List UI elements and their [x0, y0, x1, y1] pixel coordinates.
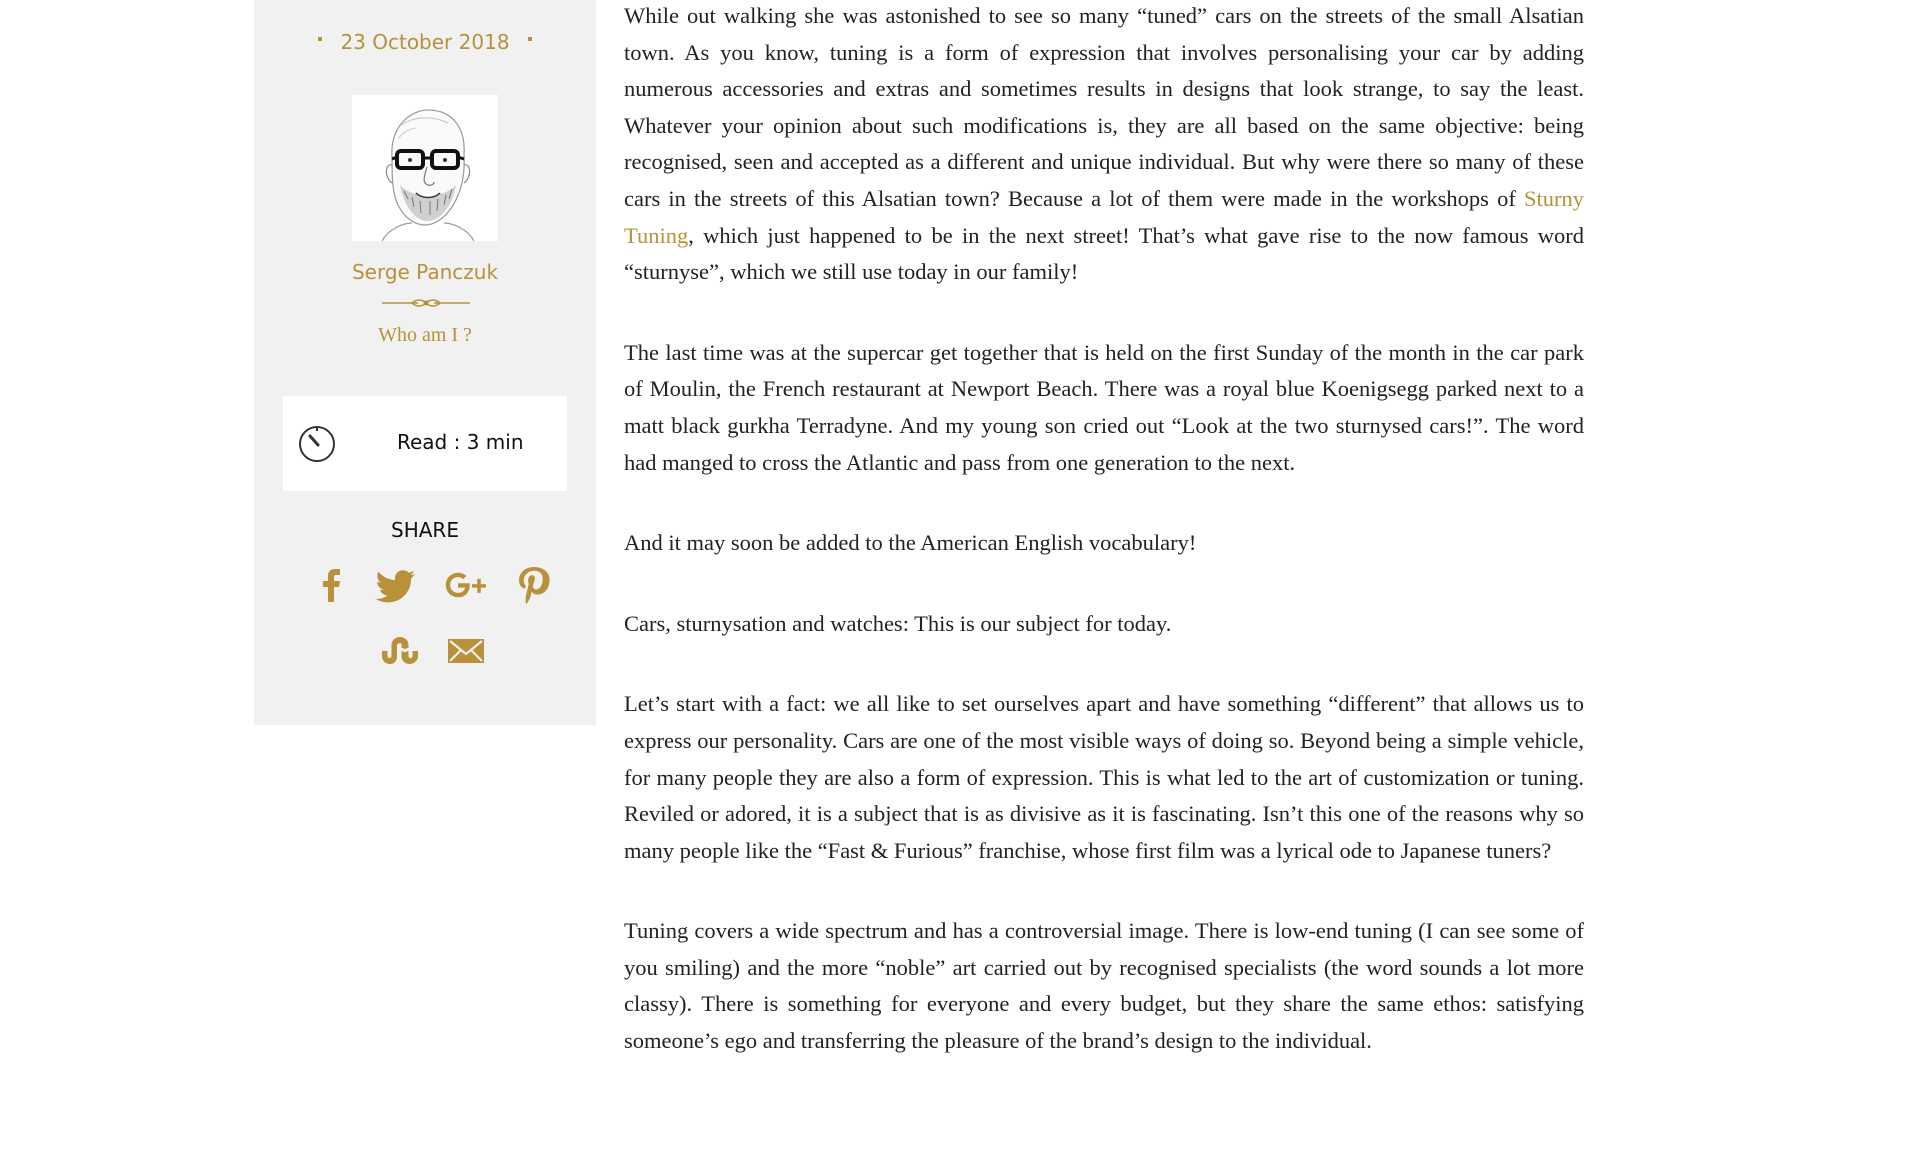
- stumbleupon-icon[interactable]: [379, 630, 421, 672]
- article-paragraph: Let’s start with a fact: we all like to set ourselves apart and have something “different” that allows us to express our personality. Cars are one of the most visible ways of doing so. Beyond being a simple vehicle, for many people they are also a form of expression. This is what led to the art of customization or tuning. Reviled or adored, it is a subject that is as divisive as it is fascinating. Isn’t this one of the reasons why so many people like the “Fast & Furious” franchise, whose first film was a lyrical ode to Japanese tuners?: [624, 691, 1584, 863]
- author-portrait-sketch: [352, 95, 498, 241]
- date-dot-left: [318, 37, 322, 41]
- publish-date-row: [254, 30, 596, 54]
- author-sidebar: [254, 0, 596, 725]
- publish-date: 23 October 2018: [340, 30, 510, 54]
- paragraph-text: While out walking she was astonished to see so many “tuned” cars on the streets of the small Alsatian town. As you know, tuning is a form of expression that involves personalising your car by adding numerous accessories and extras and sometimes results in designs that look strange, to say the least. Whatever your opinion about such modifications is, they are all based on the same objective: being recognised, seen and accepted as a different and unique individual. But why were there so many of these cars in the streets of this Alsatian town? Because a lot of them were made in the workshops of: [624, 3, 1584, 211]
- article-body: [624, 0, 1584, 1104]
- divider-ornament: [382, 296, 470, 310]
- author-avatar[interactable]: [352, 95, 498, 241]
- who-am-i-link[interactable]: Who am I ?: [378, 324, 472, 346]
- article-paragraph: [624, 0, 1584, 291]
- article-paragraph: And it may soon be added to the American English vocabulary!: [624, 530, 1197, 556]
- read-time-box: [283, 396, 567, 491]
- twitter-icon[interactable]: [375, 564, 417, 606]
- article-paragraph: The last time was at the supercar get together that is held on the first Sunday of the month in the car park of Moulin, the French restaurant at Newport Beach. There was a royal blue Koenigsegg parked next to a matt black gurkha Terradyne. And my young son cried out “Look at the two sturnysed cars!”. The word had manged to cross the Atlantic and pass from one generation to the next.: [624, 339, 1584, 475]
- email-icon[interactable]: [445, 630, 487, 672]
- read-time-label: Read : 3 min: [397, 430, 524, 454]
- pinterest-icon[interactable]: [512, 564, 554, 606]
- paragraph-text: , which just happened to be in the next street! That’s what gave rise to the now famous word “sturnyse”, which we still use today in our family!: [624, 222, 1584, 285]
- share-label: SHARE: [391, 518, 459, 542]
- google-plus-icon[interactable]: [444, 564, 486, 606]
- stopwatch-icon: [297, 423, 337, 463]
- author-name[interactable]: Serge Panczuk: [351, 260, 499, 284]
- date-dot-right: [528, 37, 532, 41]
- sturny-tuning-link[interactable]: Sturny Tuning: [624, 185, 1584, 248]
- facebook-icon[interactable]: [311, 564, 353, 606]
- article-paragraph: Tuning covers a wide spectrum and has a controversial image. There is low-end tuning (I can see some of you smiling) and the more “noble” art carried out by recognised specialists (the word sounds a lot more classy). There is something for everyone and every budget, but they share the same ethos: satisfying someone’s ego and transferring the pleasure of the brand’s design to the individual.: [624, 918, 1584, 1054]
- article-paragraph: Cars, sturnysation and watches: This is our subject for today.: [624, 610, 1172, 636]
